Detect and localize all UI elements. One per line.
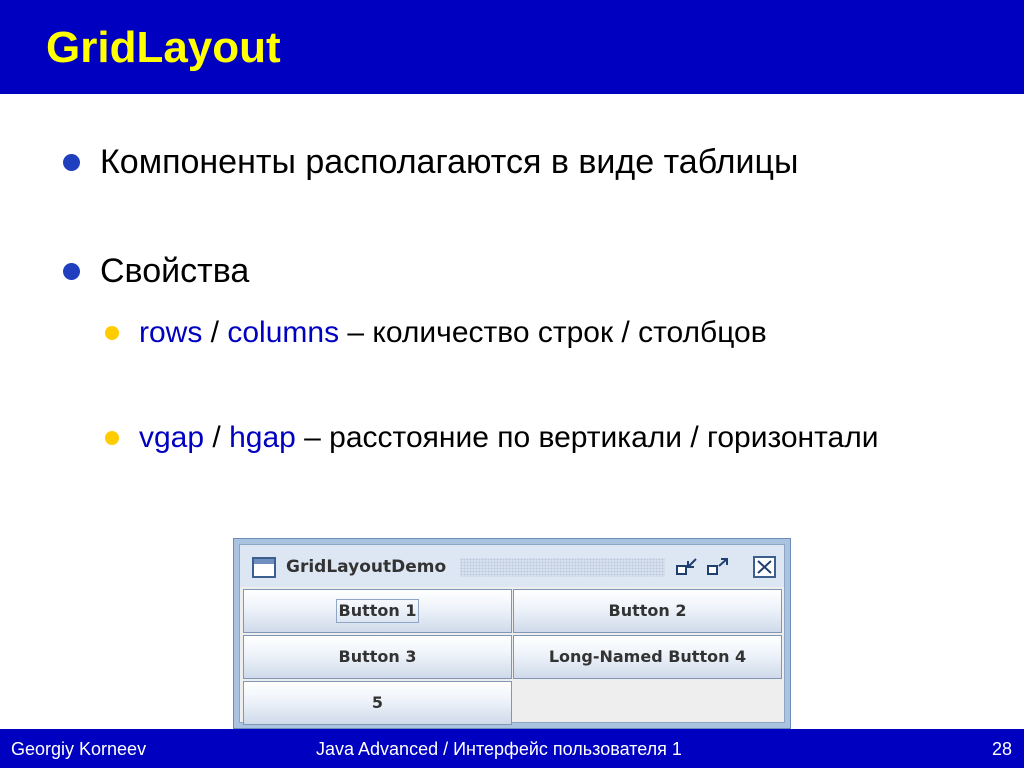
titlebar-grip[interactable] [460, 558, 665, 577]
page-number: 28 [991, 739, 1012, 759]
footer-course: Java Advanced / Интерфейс пользователя 1 [316, 739, 682, 759]
separator: / [202, 316, 228, 349]
separator: / [204, 421, 230, 454]
bullet-text: Свойства [100, 252, 250, 290]
sub-bullet-item [139, 310, 919, 355]
button-1[interactable] [243, 589, 512, 633]
sub-bullet-item [139, 415, 919, 460]
sub-bullet-text: – расстояние по вертикали / горизонтали [295, 421, 879, 454]
window-titlebar[interactable] [240, 545, 784, 587]
bullet-item [100, 140, 860, 185]
sub-bullet-dot-icon [105, 326, 119, 340]
bullet-text: Компоненты располагаются в виде таблицы [100, 143, 799, 181]
button-5[interactable]: 5 [243, 681, 512, 725]
bullet-item [100, 249, 860, 294]
button-2[interactable]: Button 2 [513, 589, 782, 633]
button-grid [243, 589, 783, 725]
demo-window [233, 538, 791, 729]
bullet-dot-icon [63, 154, 80, 171]
button-label: Button 1 [336, 599, 420, 623]
window-frame [239, 544, 785, 723]
close-icon[interactable] [753, 556, 776, 578]
sub-bullet-dot-icon [105, 431, 119, 445]
keyword-vgap: vgap [139, 421, 205, 454]
button-4[interactable]: Long-Named Button 4 [513, 635, 782, 679]
bullet-dot-icon [63, 263, 80, 280]
title-bar [0, 0, 1024, 94]
window-icon [252, 557, 276, 578]
window-title: GridLayoutDemo [286, 557, 447, 577]
keyword-hgap: hgap [229, 421, 296, 454]
maximize-icon[interactable] [704, 556, 732, 580]
sub-bullet-text: – количество строк / столбцов [339, 316, 767, 349]
button-3[interactable]: Button 3 [243, 635, 512, 679]
iconify-icon[interactable] [673, 556, 701, 580]
slide-title: GridLayout [46, 23, 281, 72]
footer-author: Georgiy Korneev [11, 739, 147, 759]
keyword-columns: columns [227, 316, 340, 349]
keyword-rows: rows [139, 316, 203, 349]
footer-bar [0, 729, 1024, 768]
